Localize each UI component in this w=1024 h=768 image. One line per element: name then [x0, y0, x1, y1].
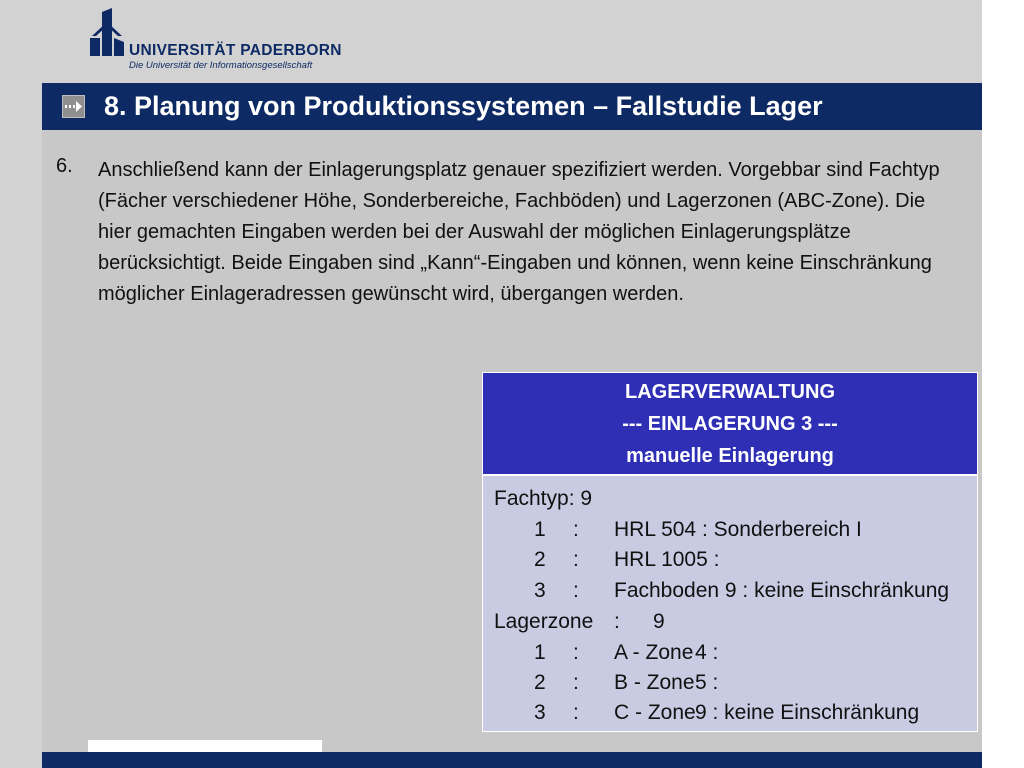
- zone-row-text: 9 : keine Einschränkung: [695, 701, 920, 724]
- terminal-screen-header: [483, 373, 977, 476]
- title-bar: [42, 83, 982, 130]
- arrow-right-icon: [62, 95, 85, 118]
- fachtyp-row-text: HRL 1005 :: [614, 548, 720, 571]
- zone-row-text: 5 :: [695, 671, 719, 694]
- footer-accent: [88, 740, 322, 752]
- university-logo-icon: [88, 8, 126, 58]
- university-tagline: Die Universität der Informationsgesellschaft: [129, 60, 313, 71]
- zone-row-separator: :: [573, 671, 579, 694]
- zone-row-zone: C - Zone: [614, 701, 696, 724]
- fachtyp-row-separator: :: [573, 579, 579, 602]
- lagerzone-label: Lagerzone: [494, 610, 594, 633]
- university-name: UNIVERSITÄT PADERBORN: [129, 42, 342, 59]
- slide-title: 8. Planung von Produktionssystemen – Fallstudie Lager: [104, 91, 823, 121]
- lagerzone-value: 9: [653, 610, 665, 633]
- fachtyp-row-text: HRL 504 : Sonderbereich I: [614, 518, 862, 541]
- item-paragraph: Anschließend kann der Einlagerungsplatz genauer spezifiziert werden. Vorgebbar sind Fachtyp (Fächer verschiedener Höhe, Sonderbereiche, Fachböden) und Lagerzonen (ABC-Zone). Die hier gemachten Eingaben werden bei der Auswahl der möglichen Einlagerungsplätze berücksichtigt. Beide Eingaben sind „Kann“-Eingaben und können, wenn keine Einschränkung möglicher Einlageradressen gewünscht wird, übergangen werden.: [98, 159, 940, 305]
- zone-row-separator: :: [573, 641, 579, 664]
- zone-row-separator: :: [573, 701, 579, 724]
- screen-subtitle: --- EINLAGERUNG 3 ---: [622, 413, 838, 435]
- footer-band: [42, 752, 982, 768]
- zone-row-number: 3: [534, 701, 546, 724]
- fachtyp-row-separator: :: [573, 548, 579, 571]
- fachtyp-row-separator: :: [573, 518, 579, 541]
- item-number: 6.: [56, 155, 73, 177]
- zone-row-zone: B - Zone: [614, 671, 695, 694]
- lagerzone-separator: :: [614, 610, 620, 633]
- fachtyp-row-number: 1: [534, 518, 546, 541]
- right-margin: [982, 0, 1024, 768]
- university-logo: [88, 8, 348, 71]
- fachtyp-label: Fachtyp: 9: [494, 487, 593, 510]
- zone-row-number: 1: [534, 641, 546, 664]
- zone-row-number: 2: [534, 671, 546, 694]
- screen-title: LAGERVERWALTUNG: [624, 381, 835, 403]
- fachtyp-row-text: Fachboden 9 : keine Einschränkung: [614, 579, 950, 602]
- terminal-screen-box: [482, 372, 978, 732]
- screen-mode: manuelle Einlagerung: [626, 445, 834, 467]
- fachtyp-row-number: 2: [534, 548, 546, 571]
- zone-row-zone: A - Zone: [614, 641, 694, 664]
- fachtyp-row-number: 3: [534, 579, 546, 602]
- zone-row-text: 4 :: [695, 641, 719, 664]
